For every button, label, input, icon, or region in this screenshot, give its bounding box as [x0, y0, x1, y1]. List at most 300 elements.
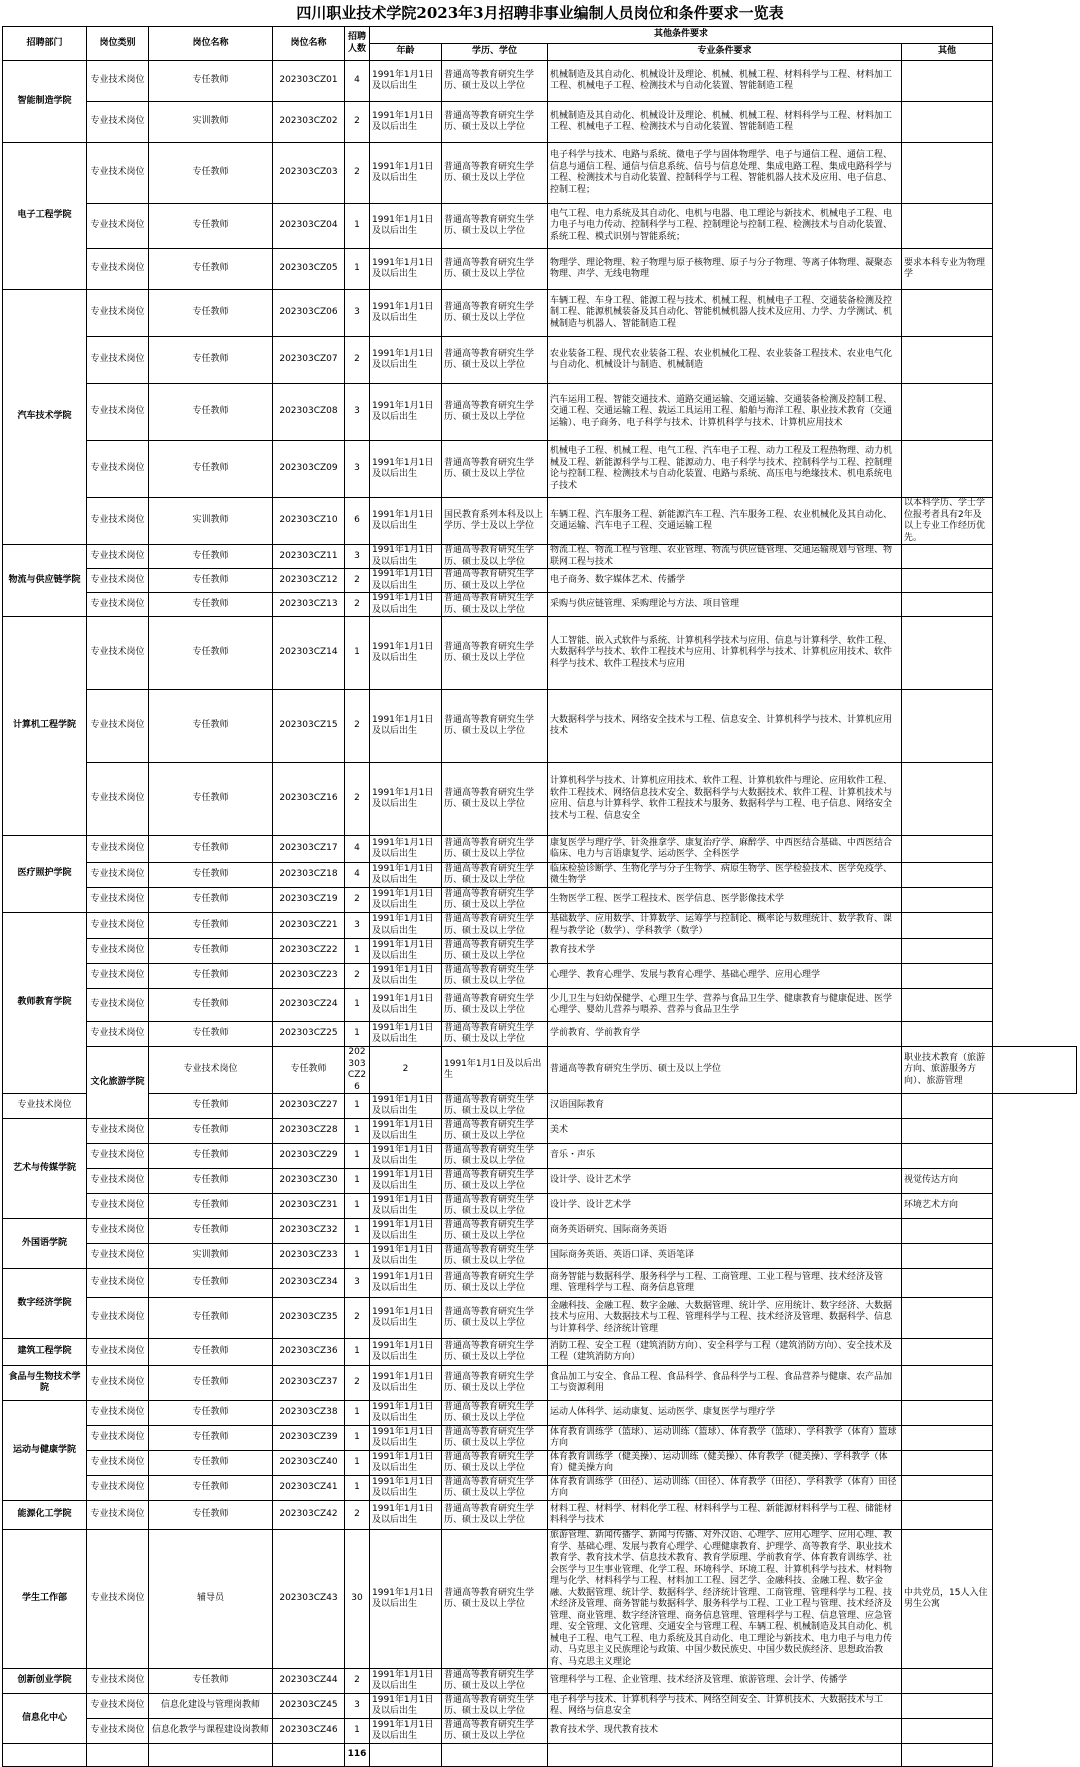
table-row [3, 1022, 1077, 1047]
age-cell: 1991年1月1日及以后出生 [370, 888, 442, 913]
major-cell: 食品加工与安全、食品工程、食品科学、食品科学与工程、食品营养与健康、农产品加工与资源利用 [548, 1366, 902, 1401]
age-cell: 1991年1月1日及以后出生 [370, 939, 442, 964]
major-cell: 心理学、教育心理学、发展与教育心理学、基础心理学、应用心理学 [548, 964, 902, 989]
table-row [3, 498, 1077, 545]
education-cell: 普通高等教育研究生学历、硕士及以上学位 [442, 545, 548, 569]
misc-cell [902, 441, 993, 498]
position-code-cell: 202303CZ39 [273, 1426, 345, 1451]
position-name-cell: 专任教师 [149, 1144, 273, 1169]
education-cell: 普通高等教育研究生学历、硕士及以上学位 [442, 249, 548, 290]
misc-cell [902, 939, 993, 964]
position-name-cell: 专任教师 [149, 384, 273, 441]
position-name-cell: 实训教师 [149, 1244, 273, 1269]
education-cell: 普通高等教育研究生学历、硕士及以上学位 [442, 1169, 548, 1194]
category-cell: 专业技术岗位 [87, 939, 149, 964]
major-cell: 康复医学与理疗学、针灸推拿学、康复治疗学、麻醉学、中西医结合基础、中西医结合临床、电力与言语康复学、运动医学、全科医学 [548, 836, 902, 863]
age-cell: 1991年1月1日及以后出生 [370, 1694, 442, 1719]
education-cell: 普通高等教育研究生学历、硕士及以上学位 [442, 1339, 548, 1366]
table-row [3, 939, 1077, 964]
position-code-cell: 202303CZ03 [273, 143, 345, 204]
count-cell: 2 [345, 690, 370, 763]
age-cell: 1991年1月1日及以后出生 [370, 1244, 442, 1269]
department-cell: 电子工程学院 [3, 143, 87, 290]
position-code-cell: 202303CZ12 [273, 569, 345, 593]
count-cell: 4 [345, 836, 370, 863]
count-cell: 1 [345, 1119, 370, 1144]
position-code-cell: 202303CZ18 [273, 863, 345, 888]
table-row [3, 1244, 1077, 1269]
position-name-cell: 专任教师 [149, 1339, 273, 1366]
table-row [3, 569, 1077, 593]
major-cell: 体育教育训练学（田径）、运动训练（田径）、体育教学（田径）、学科教学（体育）田径方向 [548, 1476, 902, 1501]
position-name-cell: 专任教师 [149, 1119, 273, 1144]
position-name-cell: 信息化教学与课程建设岗教师 [149, 1719, 273, 1744]
table-row [3, 617, 1077, 690]
position-name-cell: 专任教师 [149, 964, 273, 989]
category-cell: 专业技术岗位 [3, 1094, 87, 1119]
age-cell: 1991年1月1日及以后出生 [370, 1366, 442, 1401]
age-cell: 1991年1月1日及以后出生 [370, 1401, 442, 1426]
position-code-cell: 202303CZ07 [273, 337, 345, 384]
category-cell: 专业技术岗位 [87, 1022, 149, 1047]
department-cell: 计算机工程学院 [3, 617, 87, 836]
education-cell: 普通高等教育研究生学历、硕士及以上学位 [442, 569, 548, 593]
age-cell: 1991年1月1日及以后出生 [442, 1047, 548, 1094]
major-cell: 生物医学工程、医学工程技术、医学信息、医学影像技术学 [548, 888, 902, 913]
position-code-cell: 202303CZ01 [273, 61, 345, 102]
education-cell: 普通高等教育研究生学历、硕士及以上学位 [442, 1298, 548, 1339]
table-row [3, 1401, 1077, 1426]
age-cell: 1991年1月1日及以后出生 [370, 1022, 442, 1047]
table-row [3, 337, 1077, 384]
education-cell: 普通高等教育研究生学历、硕士及以上学位 [442, 61, 548, 102]
table-row [3, 204, 1077, 249]
major-cell: 消防工程、安全工程（建筑消防方向）、安全科学与工程（建筑消防方向）、安全技术及工程（建筑消防方向） [548, 1339, 902, 1366]
age-cell: 1991年1月1日及以后出生 [370, 763, 442, 836]
misc-cell [902, 61, 993, 102]
category-cell: 专业技术岗位 [87, 143, 149, 204]
age-cell: 1991年1月1日及以后出生 [370, 1194, 442, 1219]
major-cell: 商务智能与数据科学、服务科学与工程、工商管理、工业工程与管理、技术经济及管理、管理科学与工程、商务信息管理 [548, 1269, 902, 1298]
category-cell: 专业技术岗位 [87, 1401, 149, 1426]
education-cell: 普通高等教育研究生学历、硕士及以上学位 [548, 1047, 902, 1094]
position-code-cell: 202303CZ46 [273, 1719, 345, 1744]
major-cell: 车辆工程、车身工程、能源工程与技术、机械工程、机械电子工程、交通装备检测及控制工程、能源机械装备及其自动化、智能机械机器人技术及应用、力学、力学测试、机械制造与机器人、智能制造工程 [548, 290, 902, 337]
misc-cell [902, 1669, 993, 1694]
position-code-cell: 202303CZ24 [273, 989, 345, 1022]
total-cell-empty [87, 1744, 149, 1767]
count-cell: 2 [370, 1047, 442, 1094]
count-cell: 1 [345, 1451, 370, 1476]
table-row [3, 102, 1077, 143]
category-cell: 专业技术岗位 [87, 1451, 149, 1476]
position-name-cell: 专任教师 [149, 913, 273, 939]
table-row [3, 1451, 1077, 1476]
table-row [3, 863, 1077, 888]
table-row [3, 1169, 1077, 1194]
position-name-cell: 专任教师 [149, 763, 273, 836]
major-cell: 电气工程、电力系统及其自动化、电机与电器、电工理论与新技术、机械电子工程、电力电子与电力传动、控制科学与工程、控制理论与控制工程、检测技术与自动化装置、系统工程、模式识别与智能系统； [548, 204, 902, 249]
department-cell: 物流与供应链学院 [3, 545, 87, 617]
category-cell: 专业技术岗位 [149, 1047, 273, 1094]
position-name-cell: 专任教师 [149, 939, 273, 964]
education-cell: 普通高等教育研究生学历、硕士及以上学位 [442, 1451, 548, 1476]
count-cell: 1 [345, 1401, 370, 1426]
misc-cell [902, 384, 993, 441]
major-cell: 管理科学与工程、企业管理、技术经济及管理、旅游管理、会计学、传播学 [548, 1669, 902, 1694]
position-name-cell: 专任教师 [273, 1047, 345, 1094]
education-cell: 普通高等教育研究生学历、硕士及以上学位 [442, 204, 548, 249]
category-cell: 专业技术岗位 [87, 337, 149, 384]
department-cell: 艺术与传媒学院 [3, 1119, 87, 1219]
category-cell: 专业技术岗位 [87, 1339, 149, 1366]
education-cell: 普通高等教育研究生学历、硕士及以上学位 [442, 593, 548, 617]
position-name-cell: 专任教师 [149, 1219, 273, 1244]
table-body [3, 61, 1077, 1744]
table-row [3, 964, 1077, 989]
table-row [3, 1219, 1077, 1244]
department-cell: 文化旅游学院 [87, 1047, 149, 1119]
major-cell: 机械制造及其自动化、机械设计及理论、机械、机械工程、材料科学与工程、材料加工工程、机械电子工程、检测技术与自动化装置、智能制造工程 [548, 61, 902, 102]
position-code-cell: 202303CZ31 [273, 1194, 345, 1219]
count-cell: 3 [345, 913, 370, 939]
table-row [3, 384, 1077, 441]
position-name-cell: 专任教师 [149, 1169, 273, 1194]
misc-cell [902, 1244, 993, 1269]
position-name-cell: 辅导员 [149, 1530, 273, 1669]
position-code-cell: 202303CZ44 [273, 1669, 345, 1694]
category-cell: 专业技术岗位 [87, 888, 149, 913]
major-cell: 大数据科学与技术、网络安全技术与工程、信息安全、计算机科学与技术、计算机应用技术 [548, 690, 902, 763]
header-position-name: 岗位名称 [149, 27, 273, 61]
education-cell: 普通高等教育研究生学历、硕士及以上学位 [442, 1022, 548, 1047]
position-code-cell: 202303CZ23 [273, 964, 345, 989]
count-cell: 1 [345, 204, 370, 249]
header-misc: 其他 [902, 44, 993, 61]
education-cell: 普通高等教育研究生学历、硕士及以上学位 [442, 888, 548, 913]
table-row [3, 1144, 1077, 1169]
position-code-cell: 202303CZ14 [273, 617, 345, 690]
major-cell: 人工智能、嵌入式软件与系统、计算机科学技术与应用、信息与计算科学、软件工程、大数据科学与技术、软件工程技术与应用、计算机科学与技术、计算机应用技术、软件科学与技术、软件工程技术与应用 [548, 617, 902, 690]
misc-cell [902, 1694, 993, 1719]
position-name-cell: 专任教师 [149, 1476, 273, 1501]
age-cell: 1991年1月1日及以后出生 [370, 249, 442, 290]
education-cell: 普通高等教育研究生学历、硕士及以上学位 [442, 1476, 548, 1501]
misc-cell [902, 836, 993, 863]
position-name-cell: 实训教师 [149, 102, 273, 143]
misc-cell [902, 545, 993, 569]
major-cell: 商务英语研究、国际商务英语 [548, 1219, 902, 1244]
position-code-cell: 202303CZ40 [273, 1451, 345, 1476]
age-cell: 1991年1月1日及以后出生 [370, 1669, 442, 1694]
category-cell: 专业技术岗位 [87, 690, 149, 763]
age-cell: 1991年1月1日及以后出生 [370, 593, 442, 617]
count-cell: 1 [345, 989, 370, 1022]
major-cell: 教育技术学 [548, 939, 902, 964]
position-name-cell: 专任教师 [149, 1094, 273, 1119]
misc-cell [902, 1401, 993, 1426]
position-name-cell: 专任教师 [149, 204, 273, 249]
age-cell: 1991年1月1日及以后出生 [370, 61, 442, 102]
major-cell: 计算机科学与技术、计算机应用技术、软件工程、计算机软件与理论、应用软件工程、软件工程技术、网络信息技术安全、数据科学与大数据技术、软件工程、计算机技术与应用、信息与计算科学、软件工程技术与服务、数据科学与工程、电子信息、网络安全技术与工程、信息安全 [548, 763, 902, 836]
count-cell: 2 [345, 593, 370, 617]
count-cell: 1 [345, 1719, 370, 1744]
table-row [3, 1269, 1077, 1298]
table-row [3, 1094, 1077, 1119]
misc-cell [902, 204, 993, 249]
position-name-cell: 专任教师 [149, 690, 273, 763]
total-cell-empty [3, 1744, 87, 1767]
table-row [3, 1530, 1077, 1669]
position-code-cell: 202303CZ17 [273, 836, 345, 863]
table-row [3, 143, 1077, 204]
position-name-cell: 专任教师 [149, 1669, 273, 1694]
department-cell: 智能制造学院 [3, 61, 87, 143]
position-name-cell: 信息化建设与管理岗教师 [149, 1694, 273, 1719]
count-cell: 1 [345, 1169, 370, 1194]
position-name-cell: 实训教师 [149, 498, 273, 545]
count-cell: 4 [345, 61, 370, 102]
category-cell: 专业技术岗位 [87, 1169, 149, 1194]
department-cell: 医疗照护学院 [3, 836, 87, 913]
misc-cell: 中共党员，15人入住男生公寓 [902, 1530, 993, 1669]
misc-cell [902, 913, 993, 939]
age-cell: 1991年1月1日及以后出生 [370, 964, 442, 989]
position-code-cell: 202303CZ42 [273, 1501, 345, 1530]
education-cell: 普通高等教育研究生学历、硕士及以上学位 [442, 964, 548, 989]
position-name-cell: 专任教师 [149, 441, 273, 498]
major-cell: 材料工程、材料学、材料化学工程、材料科学与工程、新能源材料科学与工程、储能材料科学与技术 [548, 1501, 902, 1530]
category-cell: 专业技术岗位 [87, 1694, 149, 1719]
misc-cell [902, 1119, 993, 1144]
major-cell: 电子科学与技术、计算机科学与技术、网络空间安全、计算机技术、大数据技术与工程、网络与信息安全 [548, 1694, 902, 1719]
total-cell-empty [273, 1744, 345, 1767]
position-code-cell: 202303CZ05 [273, 249, 345, 290]
education-cell: 普通高等教育研究生学历、硕士及以上学位 [442, 102, 548, 143]
age-cell: 1991年1月1日及以后出生 [370, 1501, 442, 1530]
misc-cell [902, 1144, 993, 1169]
age-cell: 1991年1月1日及以后出生 [370, 913, 442, 939]
age-cell: 1991年1月1日及以后出生 [370, 863, 442, 888]
education-cell: 普通高等教育研究生学历、硕士及以上学位 [442, 143, 548, 204]
category-cell: 专业技术岗位 [87, 1244, 149, 1269]
table-row [3, 1366, 1077, 1401]
education-cell: 普通高等教育研究生学历、硕士及以上学位 [442, 939, 548, 964]
position-code-cell: 202303CZ28 [273, 1119, 345, 1144]
education-cell: 普通高等教育研究生学历、硕士及以上学位 [442, 1094, 548, 1119]
major-cell: 体育教育训练学（健美操）、运动训练（健美操）、体育教学（健美操）、学科教学（体育）健美操方向 [548, 1451, 902, 1476]
department-cell: 能源化工学院 [3, 1501, 87, 1530]
education-cell: 普通高等教育研究生学历、硕士及以上学位 [442, 1119, 548, 1144]
category-cell: 专业技术岗位 [87, 1219, 149, 1244]
position-name-cell: 专任教师 [149, 290, 273, 337]
department-cell: 汽车技术学院 [3, 290, 87, 545]
age-cell: 1991年1月1日及以后出生 [370, 1269, 442, 1298]
education-cell: 普通高等教育研究生学历、硕士及以上学位 [442, 763, 548, 836]
age-cell: 1991年1月1日及以后出生 [370, 1298, 442, 1339]
count-cell: 2 [345, 143, 370, 204]
category-cell: 专业技术岗位 [87, 763, 149, 836]
count-cell: 1 [345, 1144, 370, 1169]
count-cell: 1 [345, 1022, 370, 1047]
category-cell: 专业技术岗位 [87, 593, 149, 617]
position-code-cell: 202303CZ09 [273, 441, 345, 498]
position-code-cell: 202303CZ22 [273, 939, 345, 964]
position-name-cell: 专任教师 [149, 1426, 273, 1451]
table-row [3, 1298, 1077, 1339]
education-cell: 普通高等教育研究生学历、硕士及以上学位 [442, 1530, 548, 1669]
position-code-cell: 202303CZ13 [273, 593, 345, 617]
header-age: 年龄 [370, 44, 442, 61]
department-cell: 数字经济学院 [3, 1269, 87, 1339]
position-name-cell: 专任教师 [149, 888, 273, 913]
category-cell: 专业技术岗位 [87, 1144, 149, 1169]
position-name-cell: 专任教师 [149, 836, 273, 863]
total-cell-empty [902, 1744, 993, 1767]
age-cell: 1991年1月1日及以后出生 [370, 989, 442, 1022]
position-name-cell: 专任教师 [149, 1451, 273, 1476]
table-row [3, 690, 1077, 763]
misc-cell [902, 1501, 993, 1530]
misc-cell: 以本科学历、学士学位报考者具有2年及以上专业工作经历优先。 [902, 498, 993, 545]
category-cell: 专业技术岗位 [87, 1366, 149, 1401]
education-cell: 普通高等教育研究生学历、硕士及以上学位 [442, 290, 548, 337]
count-cell: 2 [345, 964, 370, 989]
position-code-cell: 202303CZ19 [273, 888, 345, 913]
age-cell: 1991年1月1日及以后出生 [370, 290, 442, 337]
position-code-cell: 202303CZ26 [345, 1047, 370, 1094]
position-name-cell: 专任教师 [149, 61, 273, 102]
table-row [3, 989, 1077, 1022]
position-code-cell: 202303CZ11 [273, 545, 345, 569]
count-cell: 4 [345, 863, 370, 888]
count-cell: 2 [345, 1298, 370, 1339]
major-cell: 体育教育训练学（篮球）、运动训练（篮球）、体育教学（篮球）、学科教学（体育）篮球方向 [548, 1426, 902, 1451]
position-code-cell: 202303CZ10 [273, 498, 345, 545]
education-cell: 普通高等教育研究生学历、硕士及以上学位 [442, 337, 548, 384]
category-cell: 专业技术岗位 [87, 290, 149, 337]
category-cell: 专业技术岗位 [87, 964, 149, 989]
education-cell: 普通高等教育研究生学历、硕士及以上学位 [442, 913, 548, 939]
misc-cell [993, 1047, 1077, 1094]
table-row [3, 763, 1077, 836]
count-cell: 3 [345, 384, 370, 441]
misc-cell: 要求本科专业为物理学 [902, 249, 993, 290]
age-cell: 1991年1月1日及以后出生 [370, 498, 442, 545]
position-code-cell: 202303CZ33 [273, 1244, 345, 1269]
count-cell: 2 [345, 337, 370, 384]
age-cell: 1991年1月1日及以后出生 [370, 545, 442, 569]
positions-table [2, 26, 1077, 1767]
department-cell: 创新创业学院 [3, 1669, 87, 1694]
table-row [3, 1501, 1077, 1530]
category-cell: 专业技术岗位 [87, 249, 149, 290]
count-cell: 3 [345, 545, 370, 569]
age-cell: 1991年1月1日及以后出生 [370, 1719, 442, 1744]
position-name-cell: 专任教师 [149, 569, 273, 593]
count-cell: 1 [345, 1476, 370, 1501]
education-cell: 普通高等教育研究生学历、硕士及以上学位 [442, 441, 548, 498]
total-cell-empty [149, 1744, 273, 1767]
major-cell: 物理学、理论物理、粒子物理与原子核物理、原子与分子物理、等离子体物理、凝聚态物理、声学、无线电物理 [548, 249, 902, 290]
page-title: 四川职业技术学院2023年3月招聘非事业编制人员岗位和条件要求一览表 [296, 4, 784, 22]
major-cell: 电子商务、数字媒体艺术、传播学 [548, 569, 902, 593]
age-cell: 1991年1月1日及以后出生 [370, 1339, 442, 1366]
misc-cell [902, 1094, 993, 1119]
major-cell: 学前教育、学前教育学 [548, 1022, 902, 1047]
major-cell: 机械制造及其自动化、机械设计及理论、机械、机械工程、材料科学与工程、材料加工工程、机械电子工程、检测技术与自动化装置、智能制造工程 [548, 102, 902, 143]
category-cell: 专业技术岗位 [87, 1194, 149, 1219]
category-cell: 专业技术岗位 [87, 441, 149, 498]
table-row [3, 836, 1077, 863]
misc-cell [902, 569, 993, 593]
misc-cell [902, 1219, 993, 1244]
education-cell: 普通高等教育研究生学历、硕士及以上学位 [442, 384, 548, 441]
major-cell: 设计学、设计艺术学 [548, 1169, 902, 1194]
age-cell: 1991年1月1日及以后出生 [370, 569, 442, 593]
education-cell: 普通高等教育研究生学历、硕士及以上学位 [442, 1401, 548, 1426]
major-cell: 临床检验诊断学、生物化学与分子生物学、病原生物学、医学检验技术、医学免疫学、微生物学 [548, 863, 902, 888]
misc-cell [902, 1426, 993, 1451]
education-cell: 国民教育系列本科及以上学历、学士及以上学位 [442, 498, 548, 545]
misc-cell [902, 337, 993, 384]
position-code-cell: 202303CZ36 [273, 1339, 345, 1366]
count-cell: 2 [345, 1501, 370, 1530]
count-cell: 3 [345, 1694, 370, 1719]
misc-cell: 环境艺术方向 [902, 1194, 993, 1219]
category-cell: 专业技术岗位 [87, 1426, 149, 1451]
education-cell: 普通高等教育研究生学历、硕士及以上学位 [442, 617, 548, 690]
position-code-cell: 202303CZ43 [273, 1530, 345, 1669]
age-cell: 1991年1月1日及以后出生 [370, 384, 442, 441]
category-cell: 专业技术岗位 [87, 384, 149, 441]
misc-cell [902, 290, 993, 337]
department-cell: 教师教育学院 [3, 913, 87, 1094]
major-cell: 采购与供应链管理、采购理论与方法、项目管理 [548, 593, 902, 617]
position-code-cell: 202303CZ38 [273, 1401, 345, 1426]
count-cell: 1 [345, 249, 370, 290]
category-cell: 专业技术岗位 [87, 1501, 149, 1530]
count-cell: 6 [345, 498, 370, 545]
education-cell: 普通高等教育研究生学历、硕士及以上学位 [442, 863, 548, 888]
count-cell: 1 [345, 617, 370, 690]
age-cell: 1991年1月1日及以后出生 [370, 1219, 442, 1244]
position-code-cell: 202303CZ08 [273, 384, 345, 441]
position-name-cell: 专任教师 [149, 143, 273, 204]
position-name-cell: 专任教师 [149, 337, 273, 384]
major-cell: 职业技术教育（旅游方向、旅游服务方向）、旅游管理 [902, 1047, 993, 1094]
count-cell: 30 [345, 1530, 370, 1669]
count-cell: 2 [345, 1366, 370, 1401]
misc-cell [902, 1366, 993, 1401]
education-cell: 普通高等教育研究生学历、硕士及以上学位 [442, 1144, 548, 1169]
department-cell: 食品与生物技术学院 [3, 1366, 87, 1401]
position-name-cell: 专任教师 [149, 1298, 273, 1339]
misc-cell [902, 888, 993, 913]
education-cell: 普通高等教育研究生学历、硕士及以上学位 [442, 1244, 548, 1269]
category-cell: 专业技术岗位 [87, 1119, 149, 1144]
position-name-cell: 专任教师 [149, 863, 273, 888]
position-code-cell: 202303CZ06 [273, 290, 345, 337]
department-cell: 外国语学院 [3, 1219, 87, 1269]
category-cell: 专业技术岗位 [87, 617, 149, 690]
count-cell: 1 [345, 1426, 370, 1451]
misc-cell [902, 1022, 993, 1047]
major-cell: 美术 [548, 1119, 902, 1144]
total-cell-empty [548, 1744, 902, 1767]
department-cell: 运动与健康学院 [3, 1401, 87, 1501]
major-cell: 音乐・声乐 [548, 1144, 902, 1169]
